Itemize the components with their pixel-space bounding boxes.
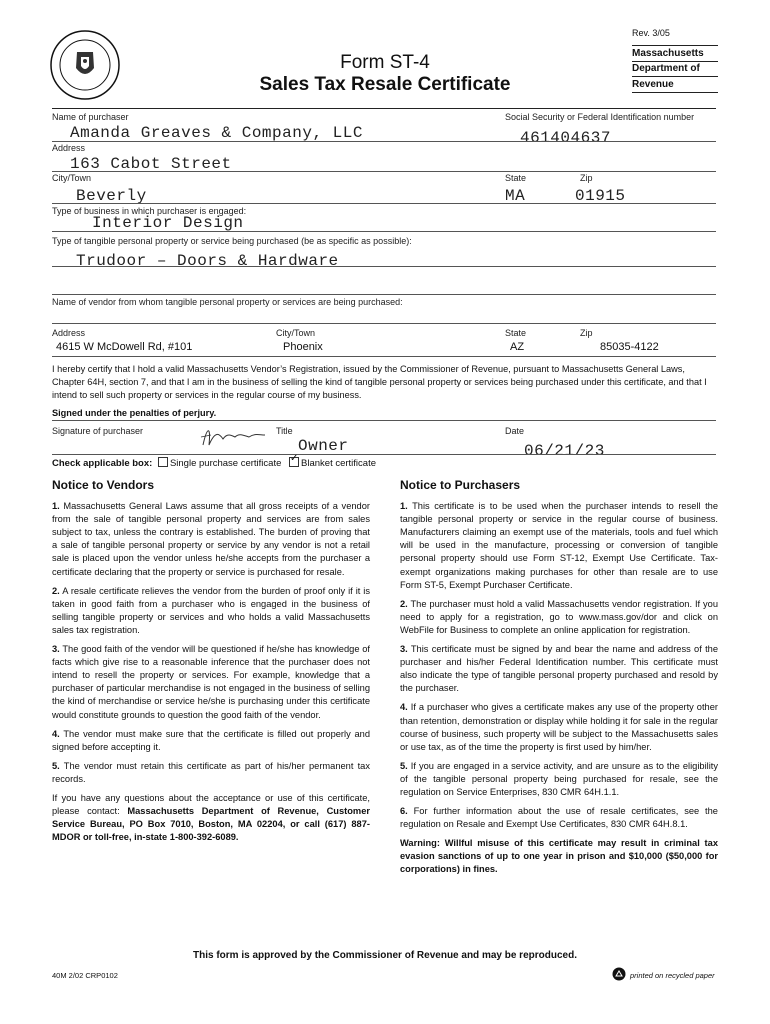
dept-line-3: Revenue xyxy=(632,77,718,93)
check-mark-icon: ✓ xyxy=(290,453,299,464)
vendor-address-label: Address xyxy=(52,328,86,338)
property-type-field[interactable]: Trudoor – Doors & Hardware xyxy=(76,252,339,270)
purchasers-notice-2: 2. The purchaser must hold a valid Massachusetts vendor registration. If you need to apply for a registration, go to www.mass.gov/dor and click on WebFile for Business to complete an online application for registration. xyxy=(400,598,718,635)
property-type-label: Type of tangible personal property or service being purchased (be as specific as possible): xyxy=(52,236,412,246)
purchasers-notice-6: 6. For further information about the use of resale certificates, see the regulation on Resale and Exempt Use Certificates, 830 CMR 64H.8.1. xyxy=(400,806,718,830)
dor-seal xyxy=(50,30,120,100)
title-label: Title xyxy=(276,426,293,436)
purchasers-notice-1: 1. This certificate is to be used when the purchaser intends to resell the tangible personal property or service in the regular course of business. Manufacturers claiming an exempt use of the materials, tools and fuel which will be used in the manufacture, processing or conversion of tangible personal property should use Form ST-12, Exempt Use Certificate. Tax-exempt organizations making purchases for other than resale are to use Form ST-5, Exempt Purchaser Certificate. xyxy=(400,501,718,590)
signature-scribble[interactable] xyxy=(193,421,273,451)
vendor-zip-label: Zip xyxy=(580,328,593,338)
address-field[interactable]: 163 Cabot Street xyxy=(70,155,232,173)
dept-line-1: Massachusetts xyxy=(632,45,718,62)
vendors-notice-4: 4. The vendor must make sure that the certificate is filled out properly and signed before accepting it. xyxy=(52,728,371,752)
purchaser-name-field[interactable]: Amanda Greaves & Company, LLC xyxy=(70,124,363,142)
address-label: Address xyxy=(52,143,86,153)
vendors-notice-5: 5. The vendor must retain this certificate as part of his/her permanent tax records. xyxy=(52,760,370,784)
purchasers-notice-3: 3. This certificate must be signed by and bear the name and address of the purchaser and his/her Federal Identification number. This certificate must also indicate the type of tangible personal property purchased and resold by the purchaser. xyxy=(400,644,718,694)
approval-note: This form is approved by the Commissioner of Revenue and may be reproduced. xyxy=(193,950,577,961)
dept-line-2: Department of xyxy=(632,61,718,77)
business-type-label: Type of business in which purchaser is engaged: xyxy=(52,206,247,216)
id-number-field[interactable]: 461404637 xyxy=(520,129,611,147)
purchasers-notice-4: 4. If a purchaser who gives a certificate makes any use of the property other than retention, demonstration or display while holding it for sale in the regular course of business, such property will be subject to the Massachusetts sales or use tax, as of the time the property is first used by him/her. xyxy=(400,702,718,752)
zip-label: Zip xyxy=(580,173,593,183)
business-type-field[interactable]: Interior Design xyxy=(92,214,244,232)
blanket-label: Blanket certificate xyxy=(301,458,376,469)
purchasers-notice xyxy=(400,479,718,883)
purchaser-name-label: Name of purchaser xyxy=(52,112,129,122)
id-number-label: Social Security or Federal Identification number xyxy=(505,112,695,122)
date-label: Date xyxy=(505,426,525,436)
signature-label: Signature of purchaser xyxy=(52,426,144,436)
recycle-icon xyxy=(612,967,626,981)
form-code: 40M 2/02 CRP0102 xyxy=(52,971,118,980)
vendors-notice-2: 2. A resale certificate relieves the vendor from the burden of proof only if it is taken in good faith from a purchaser who is engaged in the business of selling tangible property or services and who holds a valid Massachusetts sales tax registration. xyxy=(52,585,370,635)
vendor-state-field[interactable]: AZ xyxy=(510,341,525,353)
vendor-state-label: State xyxy=(505,328,527,338)
recycled-paper-note: printed on recycled paper xyxy=(630,971,715,980)
vendor-city-label: City/Town xyxy=(276,328,316,338)
vendors-notice-1: 1. Massachusetts General Laws assume that all gross receipts of a vendor from the sale of tangible personal property and services are from sales subject to tax, unless the contrary is established. The burden of proving that a sale of tangible personal property or service by any vendor is not a retail sale is placed upon the vendor unless he/she accepts from the purchaser a certificate declaring that the property or service is purchased for resale. xyxy=(52,501,370,577)
vendors-notice-3: 3. The good faith of the vendor will be questioned if he/she has knowledge of facts which give rise to a reasonable inference that the purchaser does not intend to resell the property or services. For example, knowledge that a purchaser of particular merchandise is not engaged in the business of selling the kind of merchandise or service he/she is purchasing under this certificate would constitute grounds to question the good faith of the vendor. xyxy=(52,644,370,720)
single-purchase-label: Single purchase certificate xyxy=(169,458,282,469)
zip-field[interactable]: 01915 xyxy=(575,187,626,205)
check-applicable-label: Check applicable box: xyxy=(52,458,153,469)
purchasers-notice-heading: Notice to Purchasers xyxy=(400,478,521,492)
perjury-statement: Signed under the penalties of perjury. xyxy=(52,408,217,418)
vendor-zip-field[interactable]: 85035-4122 xyxy=(600,341,659,353)
revision-date: Rev. 3/05 xyxy=(632,28,670,38)
vendors-notice xyxy=(52,479,370,850)
vendor-name-label: Name of vendor from whom tangible personal property or services are being purchased: xyxy=(52,297,403,307)
check-applicable-row xyxy=(52,453,376,469)
single-purchase-checkbox[interactable] xyxy=(158,457,168,467)
city-label: City/Town xyxy=(52,173,92,183)
state-label: State xyxy=(505,173,527,183)
purchasers-notice-5: 5. If you are engaged in a service activity, and are unsure as to the eligibility of the tangible personal property being purchased for resale, see the regulation on Service Enterprises, 830 CMR 64H.1.1. xyxy=(400,760,718,797)
form-number: Form ST-4 xyxy=(340,52,430,73)
form-title: Sales Tax Resale Certificate xyxy=(259,74,511,95)
vendors-contact: If you have any questions about the acceptance or use of this certificate, please contact: Massachusetts Department of Revenue, Customer Service Bureau, PO Box 7010, Boston, MA 02204, or call (617) 887-MDOR or toll-free, in-state 1-800-392-6089. xyxy=(52,792,370,843)
certification-text: I hereby certify that I hold a valid Massachusetts Vendor’s Registration, issued by the Commissioner of Revenue, pursuant to Massachusetts General Laws, Chapter 64H, section 7, and that I am in the business of selling the kind of tangible personal property or services being purchased under this certificate, and that I intend to sell such property or services in the regular course of my business. xyxy=(52,364,707,400)
state-field[interactable]: MA xyxy=(505,187,526,205)
vendor-city-field[interactable]: Phoenix xyxy=(283,341,323,353)
blanket-checkbox[interactable] xyxy=(289,453,299,467)
date-field[interactable]: 06/21/23 xyxy=(524,442,605,460)
vendor-address-field[interactable]: 4615 W McDowell Rd, #101 xyxy=(56,341,193,353)
purchasers-warning: Warning: Willful misuse of this certificate may result in criminal tax evasion sanctions of up to one year in prison and $10,000 ($50,000 for corporations) in fines. xyxy=(400,838,718,875)
title-field[interactable]: Owner xyxy=(298,437,349,455)
city-field[interactable]: Beverly xyxy=(76,187,147,205)
vendors-notice-heading: Notice to Vendors xyxy=(52,478,155,492)
